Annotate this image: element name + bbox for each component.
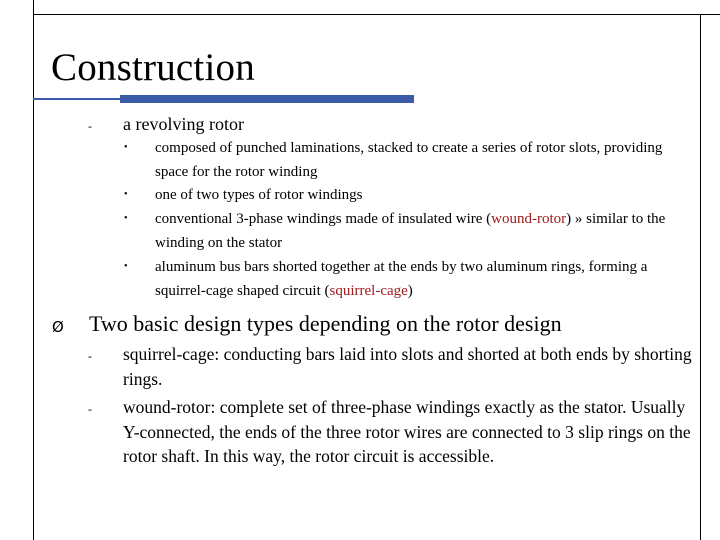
squirrel-cage-highlight: squirrel-cage [329, 282, 408, 299]
frame-left-line [33, 0, 34, 540]
wound-rotor-highlight: wound-rotor [491, 211, 567, 227]
frame-top-line [33, 14, 720, 15]
design-types-heading: Two basic design types depending on the rotor design [89, 311, 562, 336]
slide-title: Construction [51, 46, 255, 89]
dash-bullet: - [88, 402, 92, 416]
bullet-dot: • [124, 142, 128, 153]
frame-right-line [700, 14, 701, 540]
dash-bullet: - [88, 119, 92, 133]
arrow-bullet-icon: Ø [52, 318, 64, 336]
design-squirrel-cage: squirrel-cage: conducting bars laid into slots and shorted at both ends by shorting rings. [123, 344, 692, 389]
bullet-dot: • [124, 261, 128, 272]
design-wound-rotor: wound-rotor: complete set of three-phase windings exactly as the stator. Usually Y-connected, the ends of the three rotor wires are connected to 3 slip rings on the rotor shaft. In this way, the rotor circuit is accessible. [123, 397, 691, 466]
bullet-dot: • [124, 189, 128, 200]
rotor-item-winding-types: one of two types of rotor windings [155, 187, 363, 203]
rotor-item-squirrel-cage: aluminum bus bars shorted together at the ends by two aluminum rings, forming a squirrel-cage shaped circuit (squirrel-cage) [155, 259, 648, 299]
dash-bullet: - [88, 349, 92, 363]
rotor-item-laminations: composed of punched laminations, stacked to create a series of rotor slots, providing space for the rotor winding [155, 140, 663, 180]
revolving-rotor-heading: a revolving rotor [123, 114, 244, 134]
bullet-dot: • [124, 213, 128, 224]
title-underline-thick [120, 95, 414, 103]
rotor-item-wound-rotor: conventional 3-phase windings made of insulated wire (wound-rotor) » similar to the winding on the stator [155, 211, 666, 251]
